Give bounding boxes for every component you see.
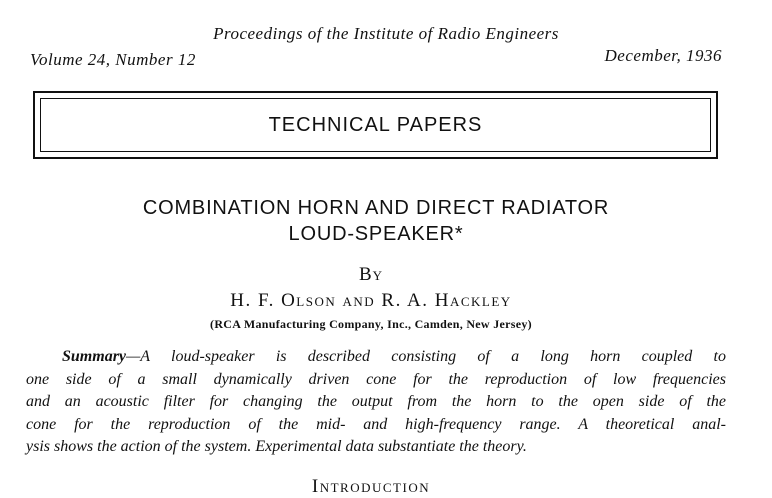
section-heading-introduction: Introduction: [311, 476, 431, 497]
summary-label: Summary: [62, 348, 127, 365]
summary-line-4: cone for the reproduction of the mid- and high-frequency range. A theoretical anal-: [26, 415, 726, 433]
volume-number: Volume 24, Number 12: [30, 50, 196, 69]
author-affiliation: (RCA Manufacturing Company, Inc., Camden, New Jersey): [210, 317, 532, 331]
summary-text-1: A loud-speaker is described consisting of a long horn coupled to: [140, 348, 726, 365]
paper-authors: H. F. Olson and R. A. Hackley: [230, 290, 512, 311]
issue-date: December, 1936: [604, 46, 722, 65]
banner-label: TECHNICAL PAPERS: [268, 113, 483, 136]
summary-paragraph: [26, 346, 726, 459]
paper-title-line-2: LOUD-SPEAKER*: [288, 223, 464, 245]
banner-inner-frame: [40, 98, 711, 152]
summary-line-2: one side of a small dynamically driven cone for the reproduction of low frequencies: [26, 370, 726, 388]
paper-title: [0, 195, 752, 247]
journal-title: Proceedings of the Institute of Radio Engineers: [213, 24, 559, 43]
summary-line-3: and an acoustic filter for changing the output from the horn to the open side of the: [26, 393, 726, 410]
summary-line-1: [26, 346, 726, 369]
paper-title-line-1: COMBINATION HORN AND DIRECT RADIATOR: [142, 197, 610, 219]
summary-dash: —: [126, 348, 141, 365]
byline-by: By: [358, 264, 384, 285]
technical-papers-banner: [33, 91, 718, 159]
summary-line-5: ysis shows the action of the system. Experimental data substantiate the theory.: [26, 438, 527, 455]
